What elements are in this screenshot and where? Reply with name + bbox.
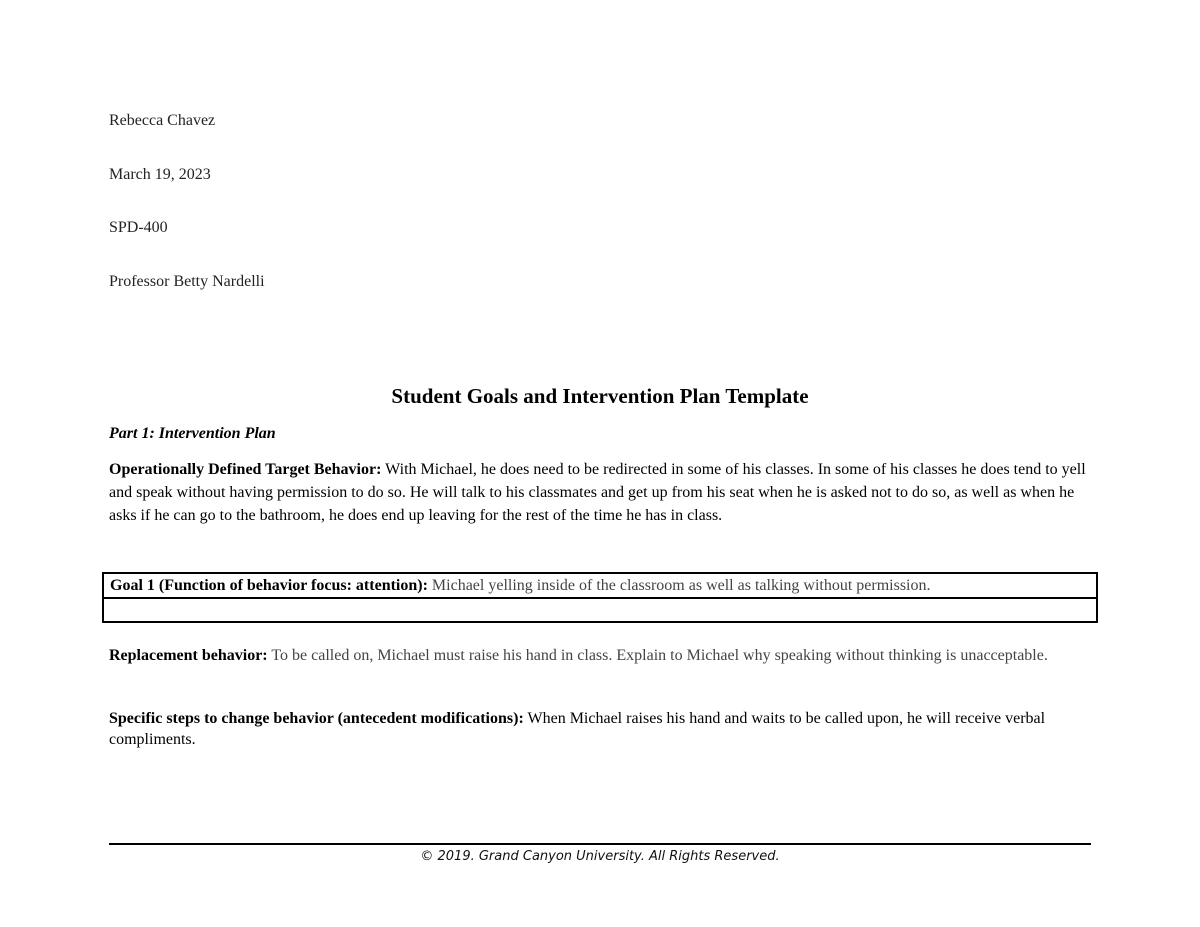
goal-text: Michael yelling inside of the classroom as well as talking without permission. <box>431 577 931 594</box>
replacement-behavior-paragraph <box>109 645 1094 666</box>
target-behavior-text: With Michael, he does need to be redirected in some of his classes. In some of his classes he does tend to yell and speak without having permission to do so. He will talk to his classmates and get up from his seat when he is asked not to do so, as well as when he asks if he can go to the bathroom, he does end up leaving for the rest of the time he has in class. <box>109 461 1086 524</box>
part-heading: Part 1: Intervention Plan <box>109 425 276 442</box>
replacement-behavior-text: To be called on, Michael must raise his hand in class. Explain to Michael why speaking without thinking is unacceptable. <box>271 647 1048 664</box>
goal-row <box>103 573 1097 598</box>
footer-copyright: © 2019. Grand Canyon University. All Rights Reserved. <box>420 849 780 864</box>
professor-name: Professor Betty Nardelli <box>109 273 265 290</box>
student-name: Rebecca Chavez <box>109 112 216 129</box>
goal-empty-cell <box>103 598 1097 622</box>
submission-date: March 19, 2023 <box>109 166 211 183</box>
goal-table <box>102 572 1098 623</box>
goal-empty-row <box>103 598 1097 622</box>
replacement-behavior-label: Replacement behavior: <box>109 647 268 664</box>
document-title: Student Goals and Intervention Plan Template <box>391 384 809 408</box>
specific-steps-label: Specific steps to change behavior (antecedent modifications): <box>109 710 524 727</box>
footer-divider <box>109 843 1091 845</box>
specific-steps-paragraph <box>109 708 1094 750</box>
target-behavior-paragraph <box>109 458 1094 527</box>
goal-label: Goal 1 (Function of behavior focus: attention): <box>110 577 428 594</box>
course-code: SPD-400 <box>109 219 168 236</box>
specific-steps-text: When Michael raises his hand and waits to be called upon, he will receive verbal compliments. <box>109 710 1046 748</box>
goal-cell <box>103 573 1097 598</box>
target-behavior-label: Operationally Defined Target Behavior: <box>109 461 382 478</box>
